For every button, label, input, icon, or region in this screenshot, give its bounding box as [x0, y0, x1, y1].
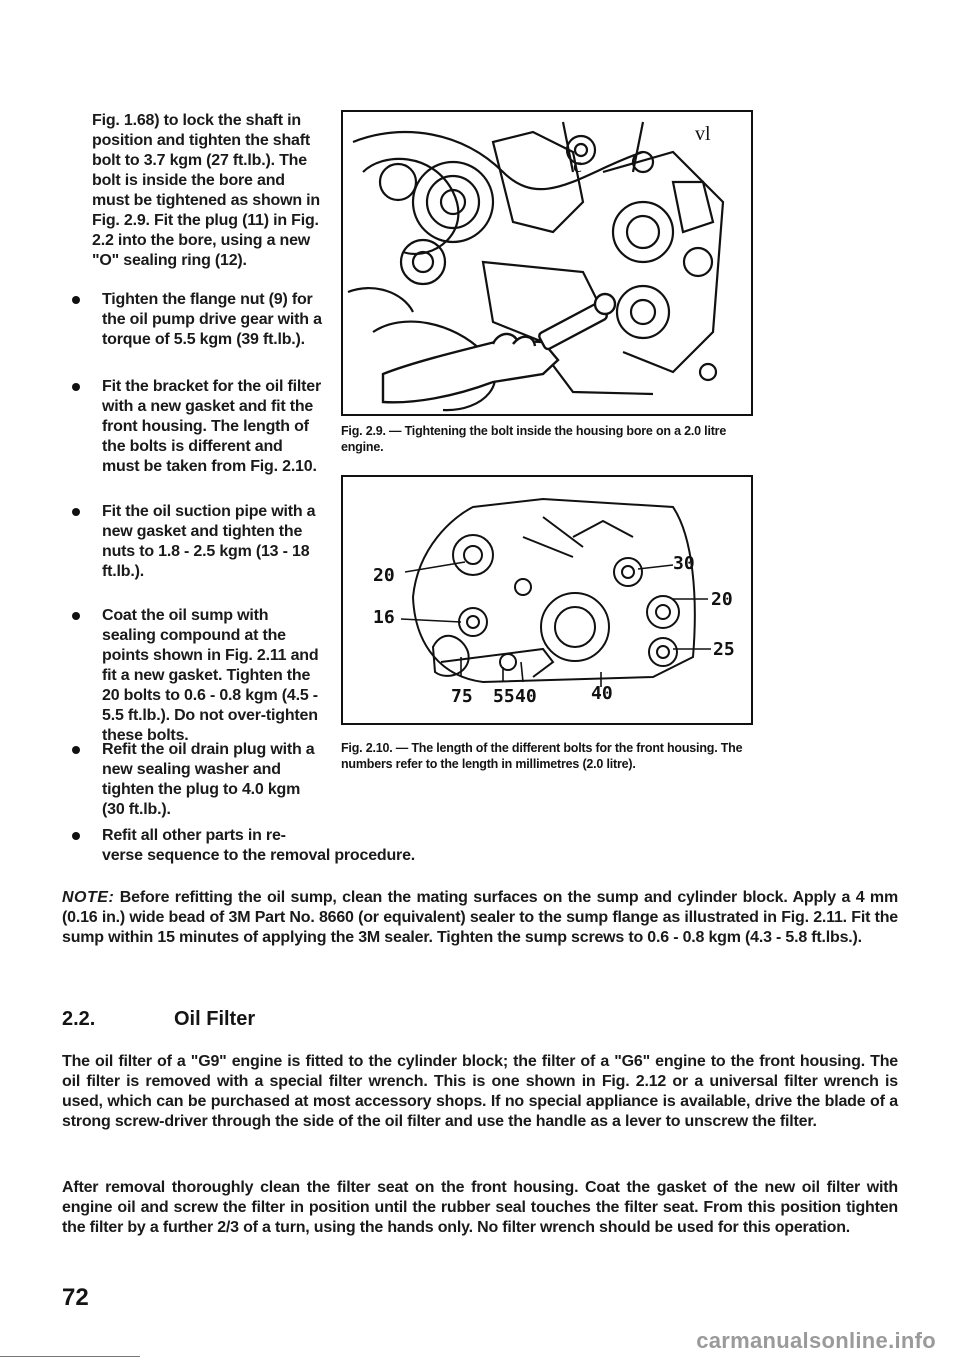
bullet-text: Tighten the flange nut (9) for the oil pump drive gear with a torque of 5.5 kgm (39 ft.lb.).	[102, 291, 322, 348]
bullet-text: Fit the oil suction pipe with a new gasket and tighten the nuts to 1.8 - 2.5 kgm (13 - 18 ft.lb.).	[102, 503, 316, 580]
bolt-length-label: 16	[373, 607, 395, 628]
bullet-text: Refit the oil drain plug with a new sealing washer and tighten the plug to 4.0 kgm (30 ft.lb.).	[102, 741, 315, 818]
bullet-dot-icon	[72, 746, 80, 754]
bullet-item	[72, 377, 322, 477]
bullet-text-line1: Refit all other parts in re-	[102, 827, 286, 844]
bullet-text: Coat the oil sump with sealing compound at the points shown in Fig. 2.11 and fit a new gasket. Tighten the 20 bolts to 0.6 - 0.8 kgm (4.5 - 5.5 ft.lb.). Do not over-tighten these bolts.	[102, 607, 319, 744]
bullet-dot-icon	[72, 508, 80, 516]
bullet-dot-icon	[72, 832, 80, 840]
fig-callout-vl: vl	[695, 123, 711, 145]
bolt-length-label: 75	[451, 686, 473, 707]
bullet-item	[72, 606, 322, 746]
figure-2-9-caption: Fig. 2.9. — Tightening the bolt inside the housing bore on a 2.0 litre engine.	[341, 424, 727, 454]
oil-filter-paragraph: After removal thoroughly clean the filter seat on the front housing. Coat the gasket of the new oil filter with engine oil and screw the filter in position until the rubber seal touches the filter seat. From this position tighten the filter by a further 2/3 of a turn, using the hands only. No filter wrench should be used for this operation.	[62, 1179, 898, 1236]
bullet-text: Fit the bracket for the oil filter with a new gasket and fit the front housing. The length of the bolts is different and must be taken from Fig. 2.10.	[102, 378, 322, 475]
watermark: carmanualsonline.info	[696, 1328, 936, 1353]
bullet-item	[72, 290, 322, 350]
bolt-length-label: 30	[673, 553, 695, 574]
page-number: 72	[62, 1284, 89, 1311]
intro-paragraph: Fig. 1.68) to lock the shaft in position and tighten the shaft bolt to 3.7 kgm (27 ft.lb.). The bolt is inside the bore and must be tightened as shown in Fig. 2.9. Fit the plug (11) in Fig. 2.2 into the bore, using a new "O" sealing ring (12).	[92, 112, 320, 269]
bolt-length-label: 20	[711, 589, 733, 610]
bolt-length-label: 25	[713, 639, 735, 660]
bullet-text-line2: verse sequence to the removal procedure.	[102, 847, 416, 864]
bullet-item	[72, 740, 322, 820]
bullet-item	[72, 502, 322, 582]
engine-housing-drawing	[343, 112, 751, 414]
bolt-length-label: 20	[373, 565, 395, 586]
bolt-length-label: 40	[591, 683, 613, 704]
bolt-length-label: 40	[515, 686, 537, 707]
bullet-dot-icon	[72, 612, 80, 620]
bullet-dot-icon	[72, 296, 80, 304]
fig-callout-c: c	[573, 155, 582, 177]
section-title: Oil Filter	[174, 1008, 256, 1030]
figure-2-10-caption: Fig. 2.10. — The length of the different bolts for the front housing. The numbers refer to the length in millimetres (2.0 litre).	[341, 741, 743, 771]
bolt-length-label: 55	[493, 686, 515, 707]
footer-rule	[0, 1356, 140, 1357]
figure-2-9-illustration	[341, 110, 753, 416]
figure-2-10-illustration	[341, 475, 753, 725]
bullet-dot-icon	[72, 383, 80, 391]
note-label: NOTE:	[62, 889, 115, 906]
section-heading	[62, 1008, 255, 1031]
note-text: Before refitting the oil sump, clean the mating surfaces on the sump and cylinder block. Apply a 4 mm (0.16 in.) wide bead of 3M Part No. 8660 (or equivalent) sealer to the sump flange as illustrated in Fig. 2.11. Fit the sump within 15 minutes of applying the 3M sealer. Tighten the sump screws to 0.6 - 0.8 kgm (4.3 - 5.8 ft.lbs.).	[62, 889, 898, 946]
front-housing-bolt-diagram	[343, 477, 751, 723]
section-number: 2.2.	[62, 1008, 96, 1030]
oil-filter-paragraph: The oil filter of a "G9" engine is fitted to the cylinder block; the filter of a "G6" engine to the front housing. The oil filter is removed with a special filter wrench. This is one shown in Fig. 2.12 or a universal filter wrench is used, which can be purchased at most accessory shops. If no special appliance is available, drive the blade of a strong screw-driver through the side of the oil filter and use the handle as a lever to unscrew the filter.	[62, 1053, 898, 1130]
note-paragraph	[62, 888, 898, 948]
